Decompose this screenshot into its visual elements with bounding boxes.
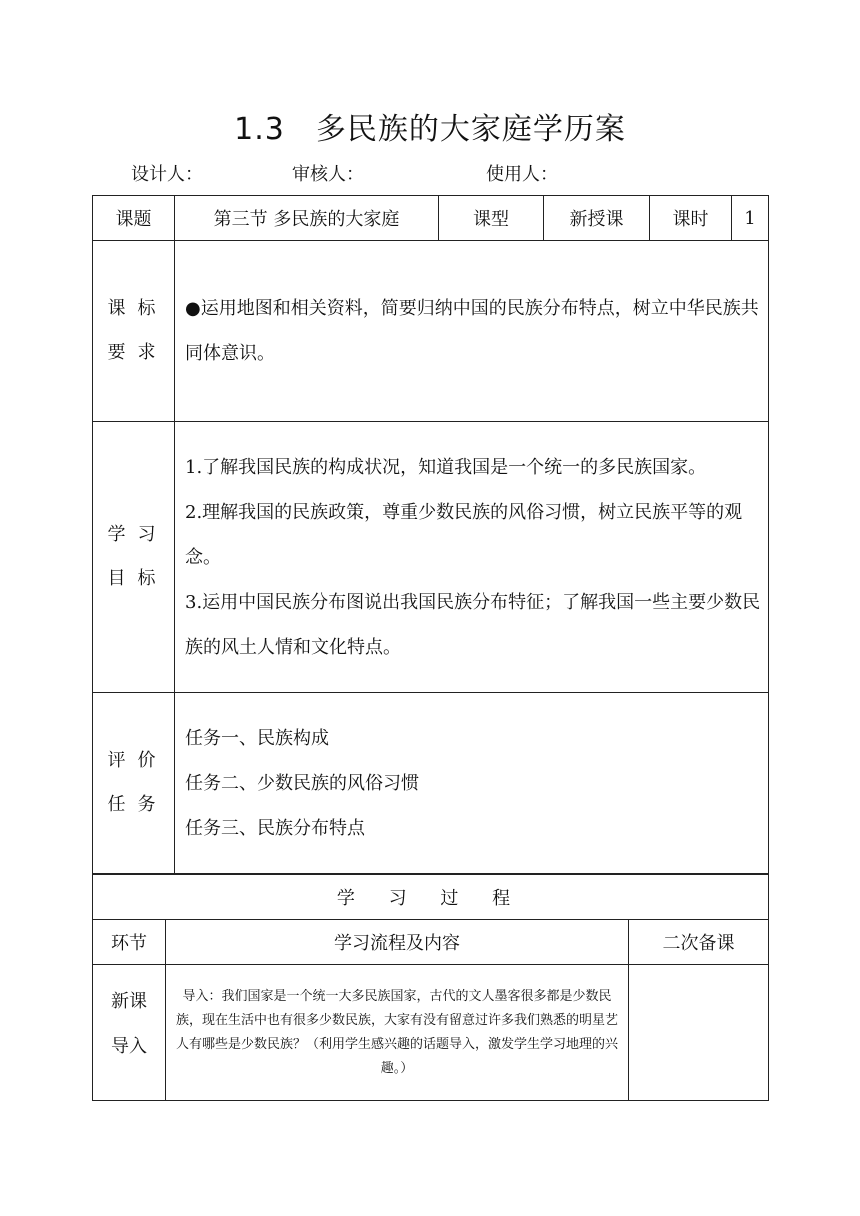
- intro-content: 导入：我们国家是一个统一大多民族国家，古代的文人墨客很多都是少数民族，现在生活中也有很多少数民族，大家有没有留意过许多我们熟悉的明星艺人有哪些是少数民族？（利用学生感兴趣的话题导入，激发学生学习地理的兴趣。）: [166, 965, 629, 1101]
- objective-item: 2.理解我国的民族政策，尊重少数民族的风俗习惯，树立民族平等的观念。: [185, 501, 743, 568]
- evaluation-task: 任务二、少数民族的风俗习惯: [185, 772, 419, 794]
- user-label: 使用人：: [486, 164, 558, 185]
- stage-column-header: 环节: [93, 920, 166, 965]
- reviewer-label: 审核人：: [292, 164, 364, 185]
- process-heading-row: [93, 875, 769, 920]
- objectives-label: [93, 422, 175, 693]
- content-column-header: 学习流程及内容: [166, 920, 629, 965]
- stage-label-line2: 导入: [111, 1036, 147, 1057]
- header-row: [93, 196, 769, 241]
- standard-label-line1: 课标: [107, 298, 168, 319]
- objectives-row: [93, 422, 769, 693]
- lesson-info-table: [92, 195, 769, 874]
- designer-label: 设计人：: [131, 164, 203, 185]
- objectives-label-line2: 目标: [107, 568, 168, 589]
- objectives-label-line1: 学习: [107, 524, 168, 545]
- evaluation-label-line2: 任务: [107, 794, 168, 815]
- second-preparation-cell: [629, 965, 769, 1101]
- standard-label: [93, 241, 175, 422]
- table-row: [93, 965, 769, 1101]
- stage-label-line1: 新课: [111, 991, 147, 1012]
- objective-item: 1.了解我国民族的构成状况，知道我国是一个统一的多民族国家。: [185, 456, 707, 478]
- type-value: 新授课: [544, 196, 650, 241]
- standard-row: [93, 241, 769, 422]
- type-label: 课型: [439, 196, 544, 241]
- topic-value: 第三节 多民族的大家庭: [175, 196, 439, 241]
- period-value: 1: [732, 196, 769, 241]
- standard-content: ●运用地图和相关资料，简要归纳中国的民族分布特点，树立中华民族共同体意识。: [175, 241, 769, 422]
- learning-process-table: [92, 874, 769, 1101]
- objectives-content: [175, 422, 769, 693]
- stage-label: [93, 965, 166, 1101]
- evaluation-label: [93, 693, 175, 874]
- standard-label-line2: 要求: [107, 342, 168, 363]
- evaluation-task: 任务一、民族构成: [185, 727, 329, 749]
- evaluation-content: [175, 693, 769, 874]
- period-label: 课时: [650, 196, 732, 241]
- process-heading: 学 习 过 程: [93, 875, 769, 920]
- process-column-headers: [93, 920, 769, 965]
- notes-column-header: 二次备课: [629, 920, 769, 965]
- page-title: 1.3 多民族的大家庭学历案: [234, 112, 626, 147]
- objective-item: 3.运用中国民族分布图说出我国民族分布特征；了解我国一些主要少数民族的风土人情和文化特点。: [185, 591, 761, 658]
- topic-label: 课题: [93, 196, 175, 241]
- evaluation-row: [93, 693, 769, 874]
- evaluation-task: 任务三、民族分布特点: [185, 817, 365, 839]
- evaluation-label-line1: 评价: [107, 750, 168, 771]
